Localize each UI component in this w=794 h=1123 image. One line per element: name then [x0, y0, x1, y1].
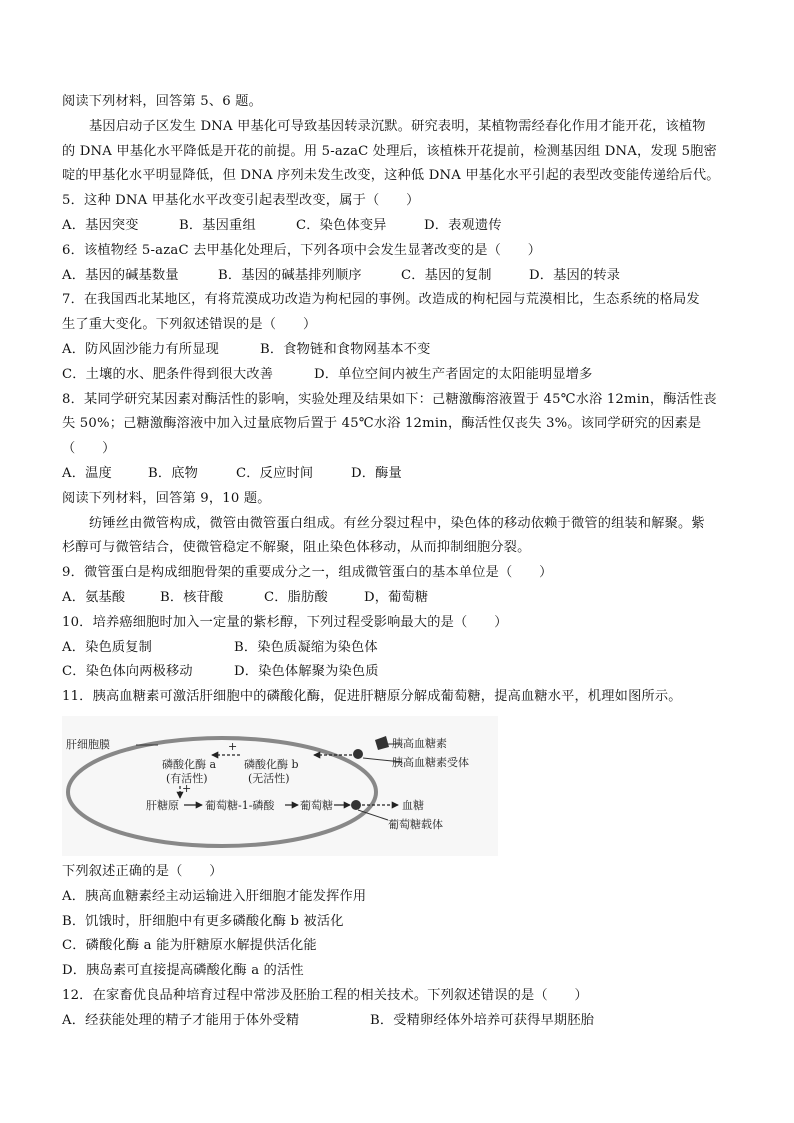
question-8-stem-line-1: 8．某同学研究某因素对酶活性的影响，实验处理及结果如下：己糖激酶溶液置于 45℃水浴 12min，酶活性丧 [62, 391, 717, 407]
q8-option-d: D．酶量 [351, 465, 402, 481]
q12-option-b: B．受精卵经体外培养可获得早期胚胎 [370, 1012, 595, 1028]
q9-option-d: D，葡萄糖 [364, 589, 429, 605]
glycogen-label: 肝糖原 [146, 798, 179, 812]
q9-option-b: B．核苷酸 [160, 589, 224, 605]
q6-option-c: C．基因的复制 [401, 267, 492, 283]
q8-option-a: A．温度 [62, 465, 112, 481]
question-9-options [62, 586, 762, 611]
enzyme-b-label: 磷酸化酶 b [244, 757, 299, 771]
material-2-line-2: 杉醇可与微管结合，使微管稳定不解聚，阻止染色体移动，从而抑制细胞分裂。 [62, 540, 531, 556]
plus-sign-2: + [182, 781, 192, 795]
question-5-options [62, 214, 762, 239]
receptor-label: 胰高血糖素受体 [392, 755, 469, 769]
exam-page [62, 90, 762, 1034]
q10-option-a: A．染色质复制 [62, 639, 153, 655]
glucagon-molecule [375, 736, 389, 750]
q10-option-c: C．染色体向两极移动 [62, 664, 193, 680]
q11-option-b: B．饥饿时，肝细胞中有更多磷酸化酶 b 被活化 [62, 913, 344, 929]
question-10-stem: 10．培养癌细胞时加入一定量的紫杉醇，下列过程受影响最大的是（ ） [62, 614, 508, 630]
q7-option-b: B．食物链和食物网基本不变 [260, 341, 431, 357]
question-8-options [62, 462, 762, 487]
q11-option-c: C．磷酸化酶 a 能为肝糖原水解提供活化能 [62, 938, 317, 954]
carrier-label: 葡萄糖载体 [388, 817, 443, 831]
question-7-stem-line-2: 生了重大变化。下列叙述错误的是（ ） [62, 317, 317, 333]
glucagon-mechanism-diagram [62, 716, 498, 856]
membrane-label: 肝细胞膜 [66, 737, 110, 751]
question-7-stem-line-1: 7．在我国西北某地区，有将荒漠成功改造为枸杞园的事例。改造成的枸杞园与荒漠相比，生态系统的格局发 [62, 292, 700, 308]
question-8-stem-line-3: （ ） [62, 441, 116, 457]
glucagon-receptor [353, 749, 363, 759]
q9-option-a: A．氨基酸 [62, 589, 126, 605]
material-1-line-1: 基因启动子区发生 DNA 甲基化可导致基因转录沉默。研究表明，某植物需经春化作用才能开花，该植物 [89, 118, 706, 134]
q5-option-c: C．染色体变异 [296, 217, 387, 233]
question-12-options [62, 1009, 762, 1034]
material-1-line-2: 的 DNA 甲基化水平降低是开花的前提。用 5-azaC 处理后，该植株开花提前，检测基因组 DNA，发现 5胞密 [62, 143, 717, 159]
material-1-line-3: 啶的甲基化水平明显降低，但 DNA 序列未发生改变，这种低 DNA 甲基化水平引起的表型改变能传递给后代。 [62, 168, 720, 184]
q5-option-a: A．基因突变 [62, 217, 139, 233]
question-12-stem: 12．在家畜优良品种培育过程中常涉及胚胎工程的相关技术。下列叙述错误的是（ ） [62, 987, 588, 1003]
q11-option-a: A．胰高血糖素经主动运输进入肝细胞才能发挥作用 [62, 888, 367, 904]
q5-option-b: B．基因重组 [179, 217, 256, 233]
glucagon-label: 胰高血糖素 [392, 736, 447, 750]
liver-cell-membrane [68, 738, 376, 846]
question-11-stem: 11．胰高血糖素可激活肝细胞中的磷酸化酶，促进肝糖原分解成葡萄糖，提高血糖水平，机理如图所示。 [62, 689, 682, 705]
q7-option-c: C．土壤的水、肥条件得到很大改善 [62, 366, 274, 382]
question-10-options-row-2 [62, 660, 762, 685]
q6-option-b: B．基因的碱基排列顺序 [218, 267, 362, 283]
glucose-label: 葡萄糖 [300, 798, 333, 812]
question-9-stem: 9．微管蛋白是构成细胞骨架的重要成分之一，组成微管蛋白的基本单位是（ ） [62, 565, 553, 581]
question-6-stem: 6．该植物经 5-azaC 去甲基化处理后，下列各项中会发生显著改变的是（ ） [62, 242, 542, 258]
q8-option-b: B．底物 [148, 465, 199, 481]
q7-option-d: D．单位空间内被生产者固定的太阳能明显增多 [314, 366, 593, 382]
q8-option-c: C．反应时间 [236, 465, 314, 481]
g1p-label: 葡萄糖-1-磷酸 [205, 798, 275, 812]
glucose-carrier [351, 800, 361, 810]
q6-option-d: D．基因的转录 [529, 267, 621, 283]
question-11-lead: 下列叙述正确的是（ ） [62, 863, 223, 879]
q11-option-d: D．胰岛素可直接提高磷酸化酶 a 的活性 [62, 963, 304, 979]
material-intro-5-6: 阅读下列材料，回答第 5、6 题。 [62, 94, 263, 109]
question-7-options-row-1 [62, 338, 762, 363]
material-2-line-1: 纺锤丝由微管构成，微管由微管蛋白组成。有丝分裂过程中，染色体的移动依赖于微管的组装和解聚。紫 [89, 515, 705, 531]
q10-option-d: D．染色体解聚为染色质 [234, 664, 379, 680]
enzyme-a-label: 磷酸化酶 a [162, 757, 217, 771]
question-8-stem-line-2: 失 50%；己糖激酶溶液中加入过量底物后置于 45℃水浴 12min，酶活性仅丧失 3%。该同学研究的因素是 [62, 416, 702, 432]
blood-glucose-label: 血糖 [402, 798, 424, 812]
question-7-options-row-2 [62, 363, 762, 388]
q12-option-a: A．经获能处理的精子才能用于体外受精 [62, 1012, 300, 1028]
question-6-options [62, 264, 762, 289]
material-intro-9-10: 阅读下列材料，回答第 9，10 题。 [62, 490, 271, 506]
q9-option-c: C．脂肪酸 [264, 589, 328, 605]
q7-option-a: A．防风固沙能力有所显现 [62, 341, 219, 357]
q10-option-b: B．染色质凝缩为染色体 [234, 639, 378, 655]
enzyme-a-active-label: (有活性) [166, 771, 208, 785]
question-5-stem: 5．这种 DNA 甲基化水平改变引起表型改变，属于（ ） [62, 193, 420, 209]
plus-sign-1: + [228, 739, 238, 753]
q5-option-d: D．表观遗传 [424, 217, 502, 233]
enzyme-b-inactive-label: (无活性) [248, 771, 290, 785]
q6-option-a: A．基因的碱基数量 [62, 267, 179, 283]
question-10-options-row-1 [62, 636, 762, 661]
